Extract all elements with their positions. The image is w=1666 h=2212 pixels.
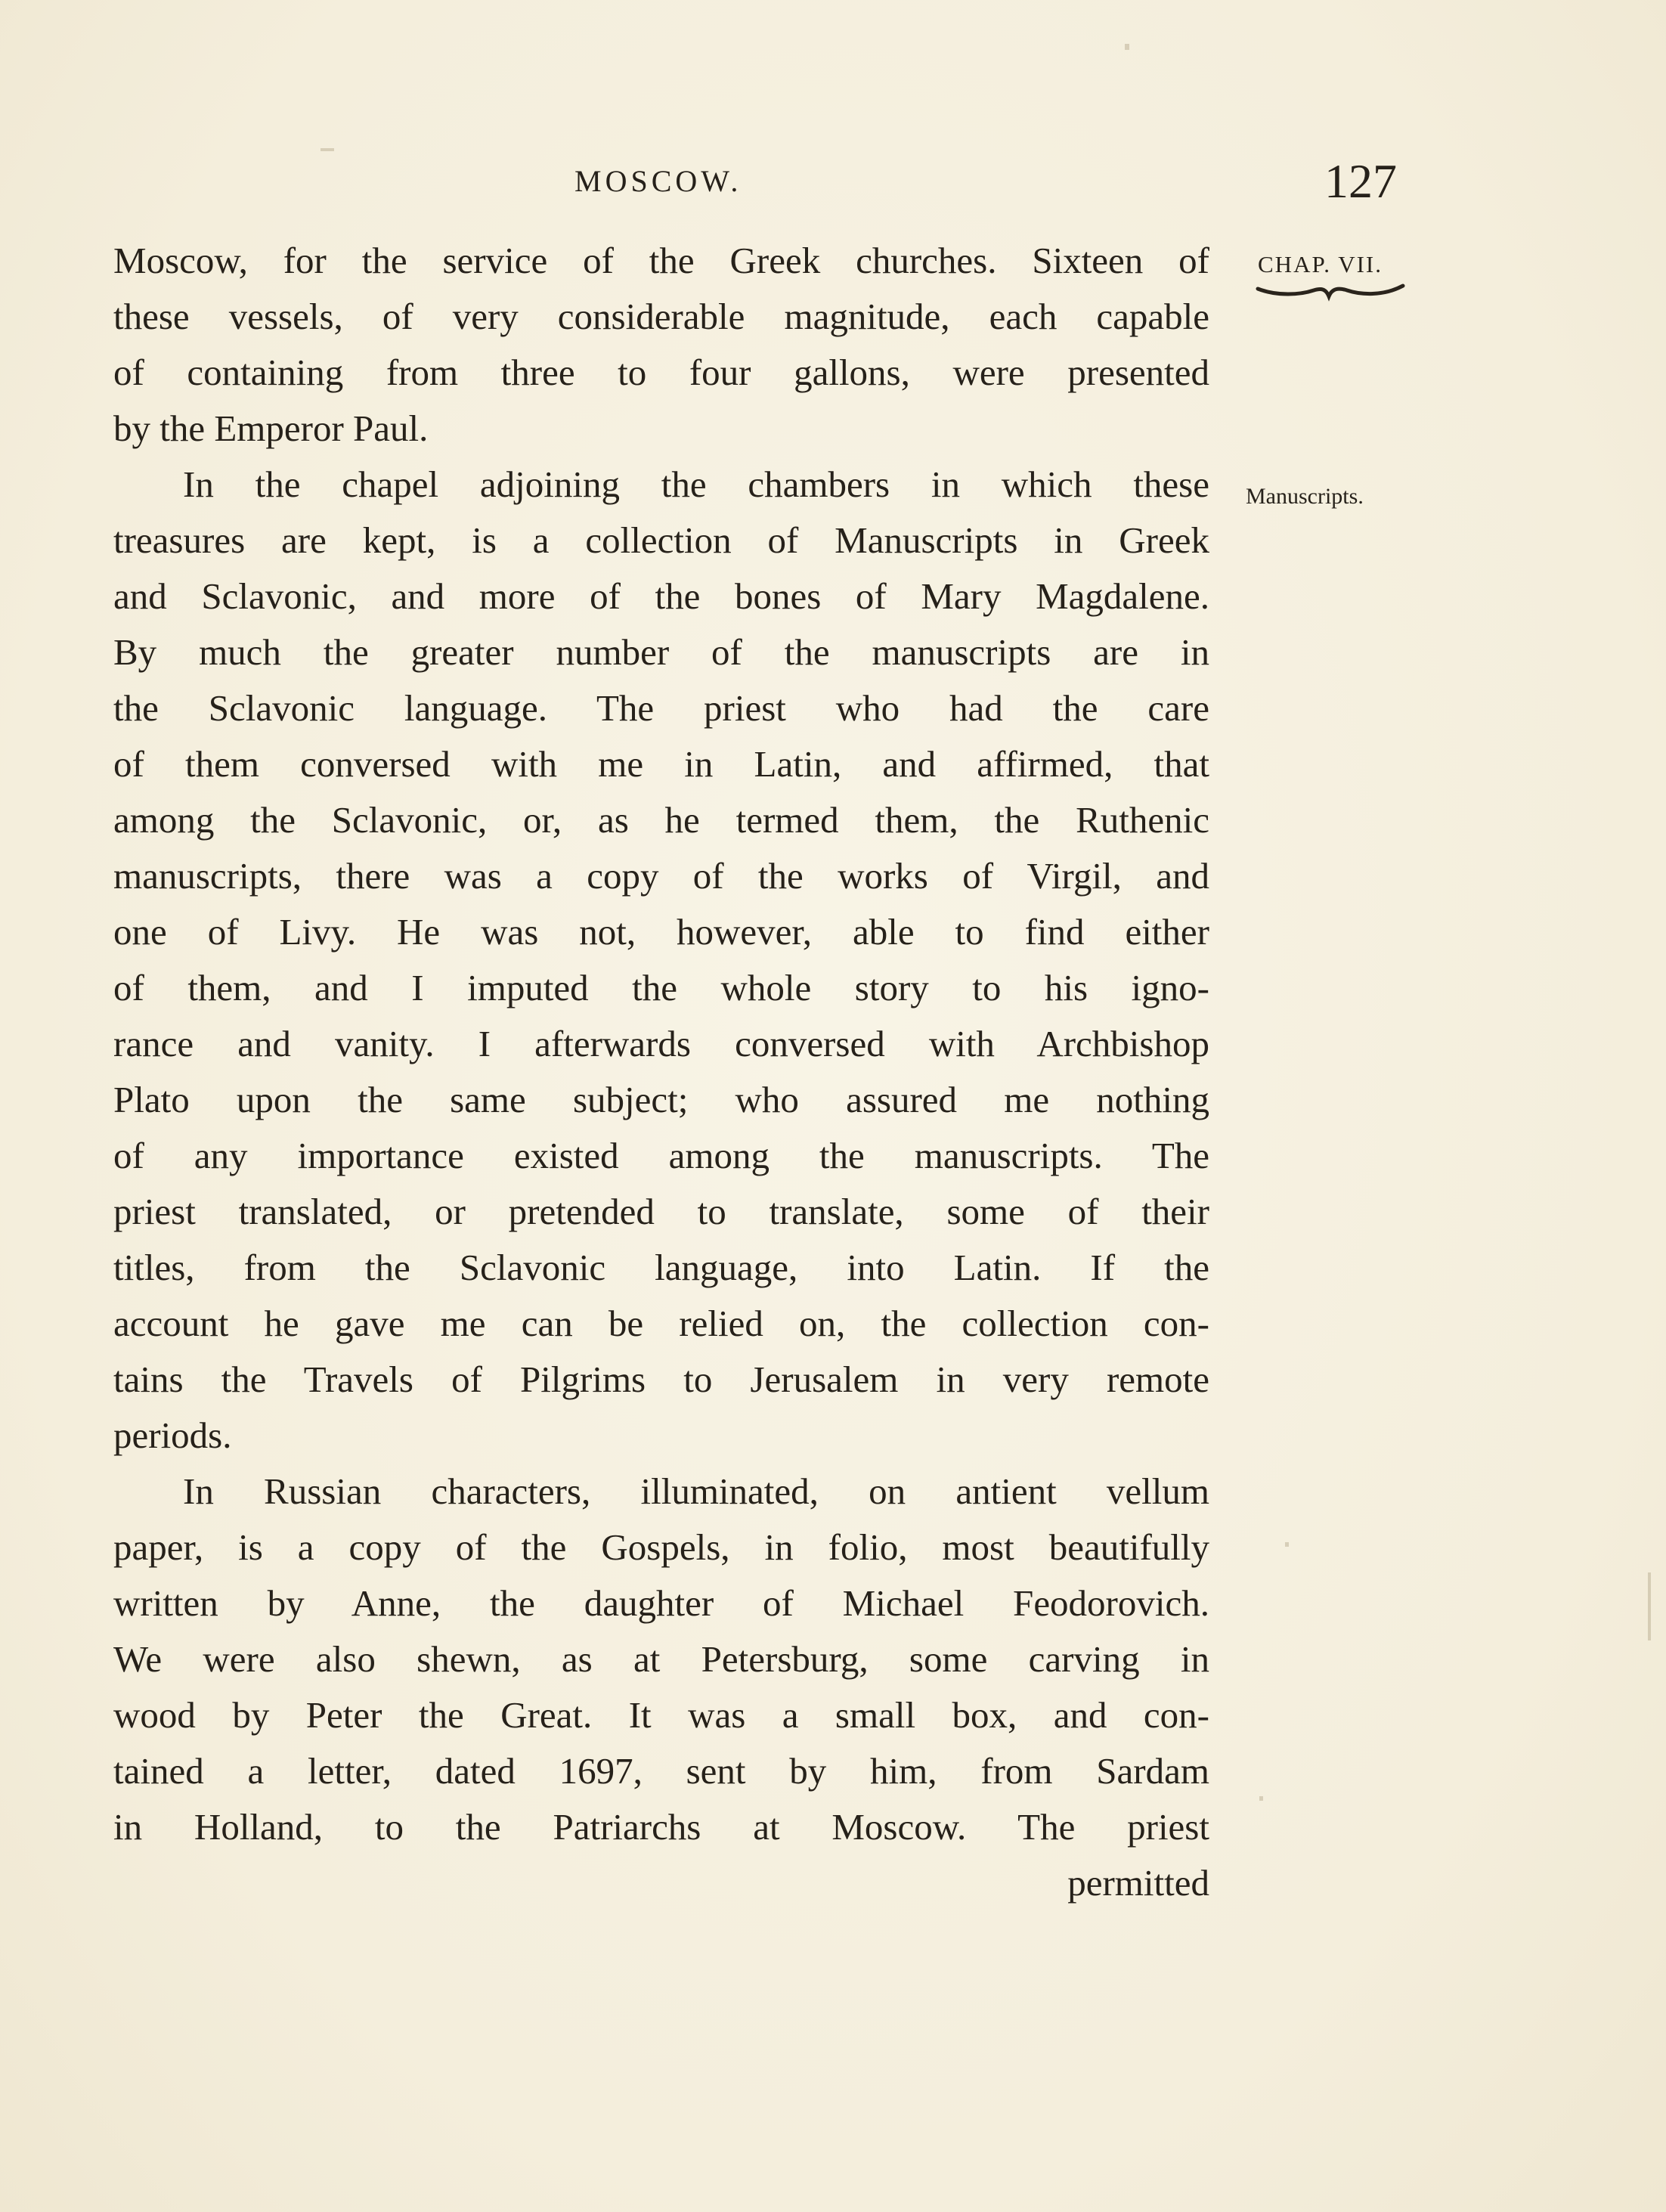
text-line: wood by Peter the Great. It was a small box, and con-	[113, 1694, 1209, 1736]
text-line: one of Livy. He was not, however, able to find either	[113, 911, 1209, 953]
page-number: 127	[1324, 154, 1397, 208]
text-line: of them, and I imputed the whole story to his igno-	[113, 967, 1209, 1008]
text-line: tains the Travels of Pilgrims to Jerusalem in very remote	[113, 1358, 1209, 1400]
text-line: We were also shewn, as at Petersburg, some carving in	[113, 1638, 1209, 1680]
text-line: periods.	[113, 1414, 232, 1456]
brace-flourish-icon	[1255, 280, 1406, 310]
text-line: by the Emperor Paul.	[113, 407, 429, 449]
running-title: MOSCOW.	[574, 164, 742, 198]
paper-speck	[1648, 1572, 1651, 1640]
text-line: In Russian characters, illuminated, on antient vellum	[183, 1470, 1209, 1512]
text-line: the Sclavonic language. The priest who had the care	[113, 687, 1209, 729]
text-line: tained a letter, dated 1697, sent by him, from Sardam	[113, 1750, 1209, 1792]
text-line: in Holland, to the Patriarchs at Moscow. The priest	[113, 1806, 1209, 1848]
text-line: treasures are kept, is a collection of Manuscripts in Greek	[113, 519, 1209, 561]
text-line: Moscow, for the service of the Greek churches. Sixteen of	[113, 240, 1209, 281]
text-line: written by Anne, the daughter of Michael Feodorovich.	[113, 1582, 1209, 1624]
text-line: Plato upon the same subject; who assured me nothing	[113, 1079, 1209, 1120]
body-text	[113, 233, 1209, 1911]
text-line: In the chapel adjoining the chambers in which these	[183, 463, 1209, 505]
text-line: of containing from three to four gallons, were presented	[113, 352, 1209, 393]
paper-speck	[1125, 44, 1129, 50]
paper-speck	[1285, 1542, 1289, 1547]
text-line: and Sclavonic, and more of the bones of Mary Magdalene.	[113, 575, 1209, 617]
paper-speck	[1259, 1796, 1263, 1801]
text-line: By much the greater number of the manuscripts are in	[113, 631, 1209, 673]
text-line: account he gave me can be relied on, the collection con-	[113, 1303, 1209, 1344]
text-line: these vessels, of very considerable magnitude, each capable	[113, 296, 1209, 337]
text-line: of any importance existed among the manuscripts. The	[113, 1135, 1209, 1176]
running-head	[0, 154, 1666, 208]
paper-speck	[321, 148, 334, 151]
text-line: titles, from the Sclavonic language, into Latin. If the	[113, 1247, 1209, 1288]
text-line: priest translated, or pretended to translate, some of their	[113, 1191, 1209, 1232]
manuscripts-margin-note: Manuscripts.	[1246, 484, 1364, 509]
text-line: manuscripts, there was a copy of the works of Virgil, and	[113, 855, 1209, 897]
text-line: of them conversed with me in Latin, and affirmed, that	[113, 743, 1209, 785]
text-line: among the Sclavonic, or, as he termed them, the Ruthenic	[113, 799, 1209, 841]
catchword: permitted	[1067, 1862, 1209, 1904]
text-line: rance and vanity. I afterwards conversed with Archbishop	[113, 1023, 1209, 1064]
chapter-margin-note: CHAP. VII.	[1258, 251, 1383, 277]
text-line: paper, is a copy of the Gospels, in folio, most beautifully	[113, 1526, 1209, 1568]
